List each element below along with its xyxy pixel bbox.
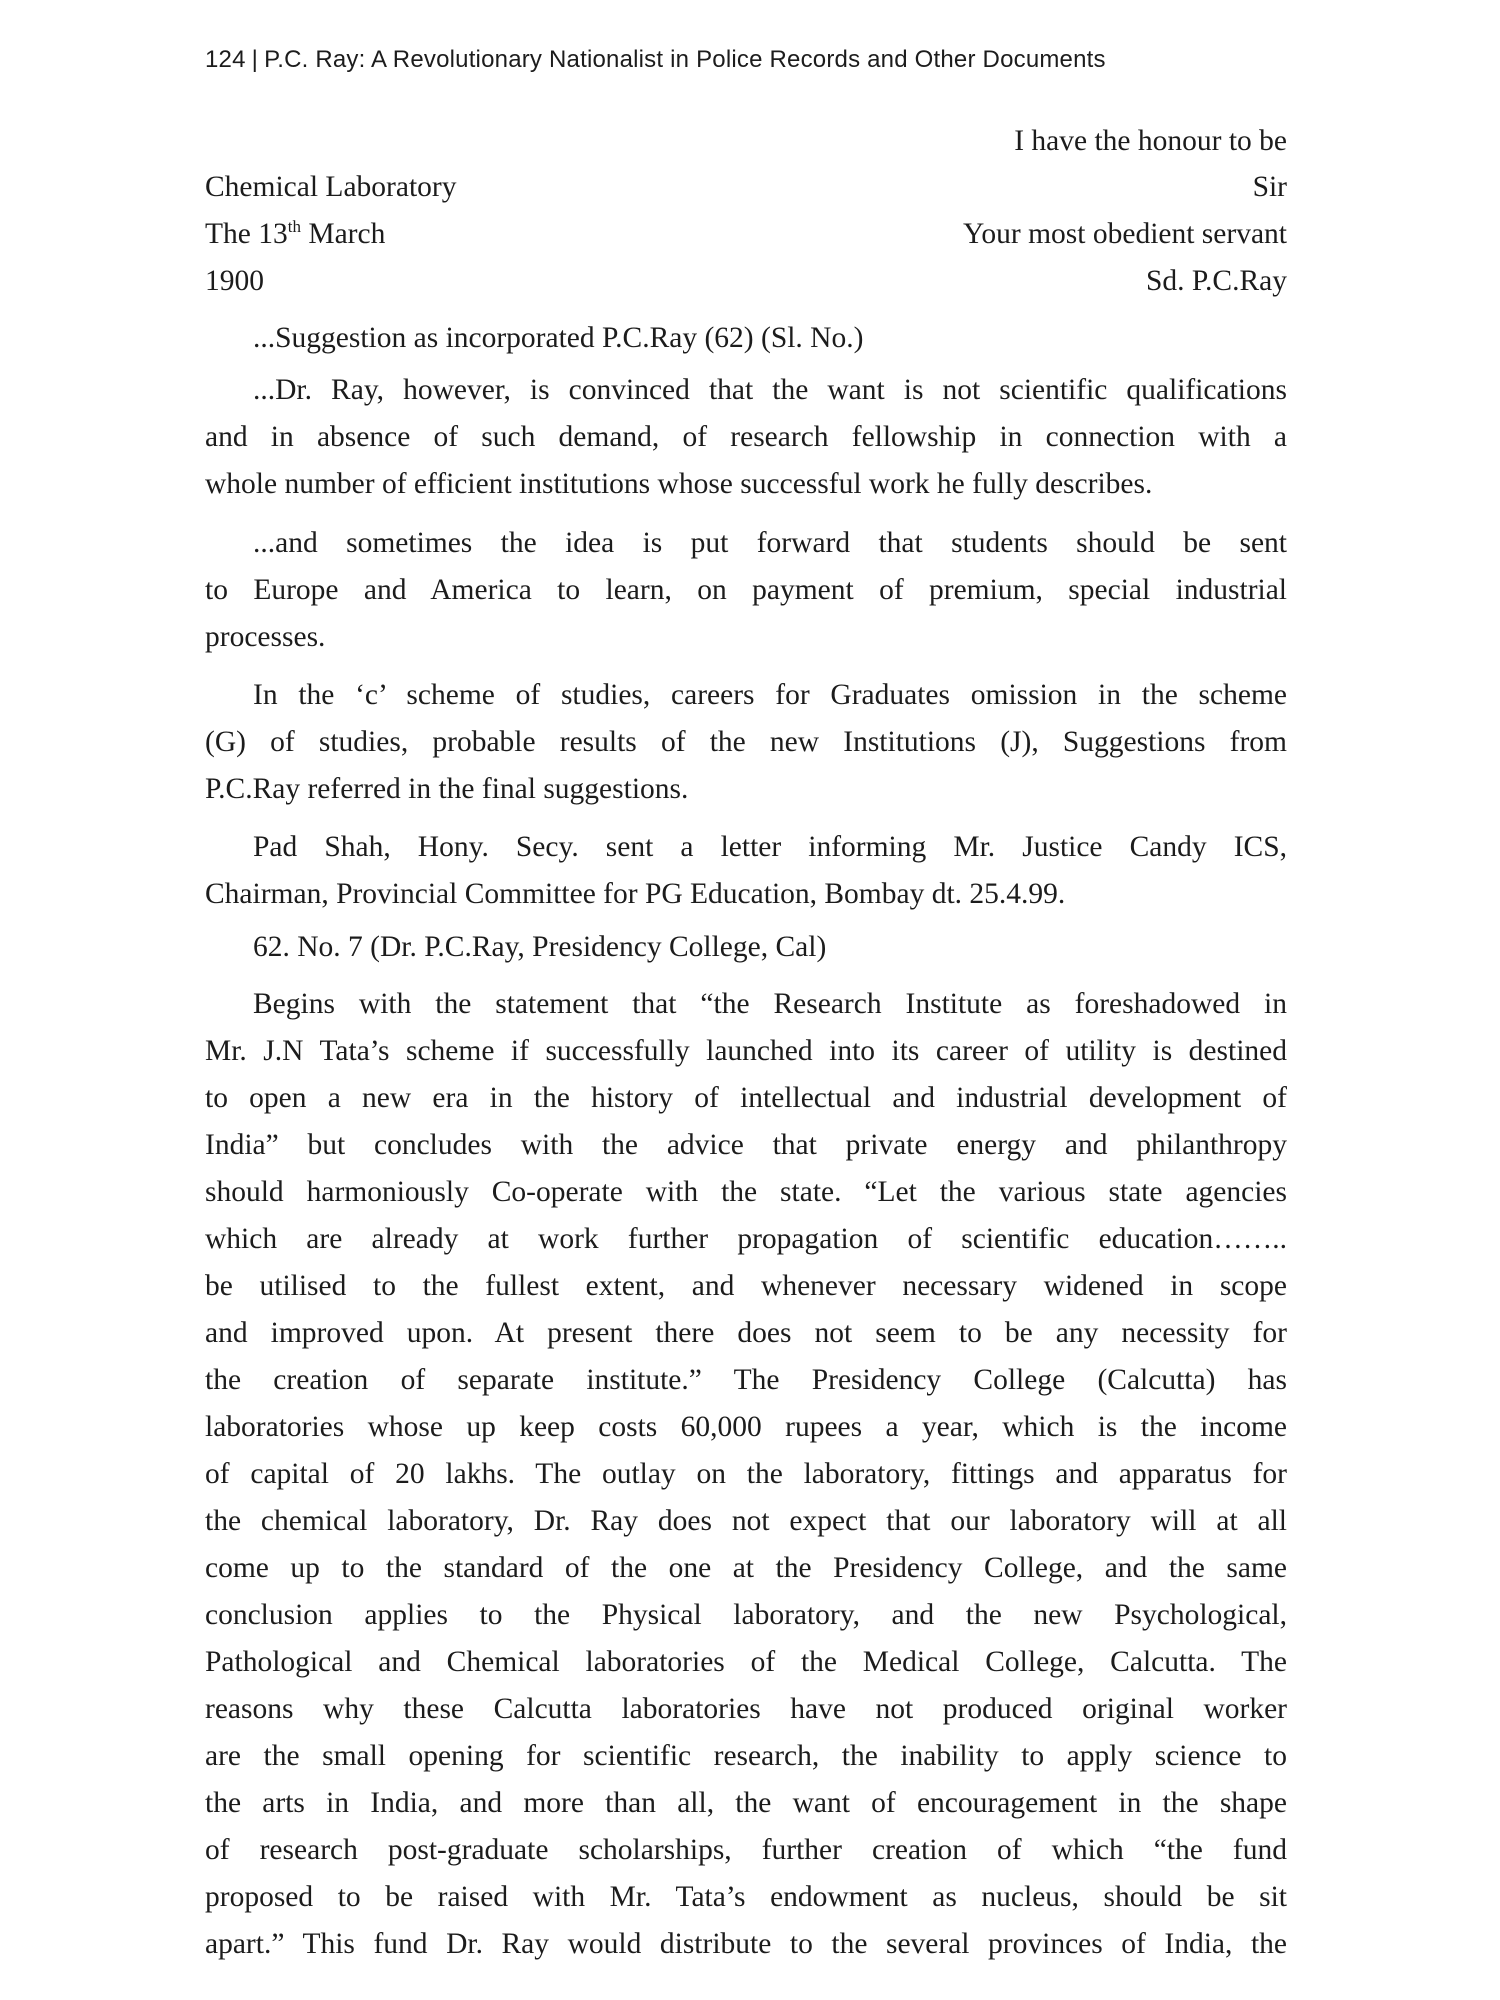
body-line: laboratories whose up keep costs 60,000 rupees a year, which is the income (205, 1411, 1287, 1443)
body-line: conclusion applies to the Physical laboratory, and the new Psychological, (205, 1599, 1287, 1631)
body-line: (G) of studies, probable results of the new Institutions (J), Suggestions from (205, 726, 1287, 758)
closing-honour: I have the honour to be (1014, 125, 1287, 157)
letter-date: The 13th March (205, 217, 386, 250)
body-line: Pad Shah, Hony. Secy. sent a letter informing Mr. Justice Candy ICS, (253, 831, 1287, 863)
closing-sir: Sir (1252, 171, 1287, 203)
body-line: to open a new era in the history of intellectual and industrial development of (205, 1082, 1287, 1114)
body-line: India” but concludes with the advice that private energy and philanthropy (205, 1129, 1287, 1161)
body-line: should harmoniously Co-operate with the state. “Let the various state agencies (205, 1176, 1287, 1208)
body-line: and improved upon. At present there does not seem to be any necessity for (205, 1317, 1287, 1349)
body-line: are the small opening for scientific research, the inability to apply science to (205, 1740, 1287, 1772)
body-line: come up to the standard of the one at the Presidency College, and the same (205, 1552, 1287, 1584)
body-line: the creation of separate institute.” The Presidency College (Calcutta) has (205, 1364, 1287, 1396)
body-line: proposed to be raised with Mr. Tata’s endowment as nucleus, should be sit (205, 1881, 1287, 1913)
body-line: ...and sometimes the idea is put forward that students should be sent (253, 527, 1287, 559)
body-line: which are already at work further propagation of scientific education…….. (205, 1223, 1287, 1255)
letter-year: 1900 (205, 265, 264, 297)
book-title: P.C. Ray: A Revolutionary Nationalist in Police Records and Other Documents (264, 46, 1106, 73)
body-line: the arts in India, and more than all, the want of encouragement in the shape (205, 1787, 1287, 1819)
letter-place: Chemical Laboratory (205, 171, 457, 203)
body-line: be utilised to the fullest extent, and whenever necessary widened in scope (205, 1270, 1287, 1302)
running-header (205, 46, 1305, 74)
body-line: P.C.Ray referred in the final suggestions. (205, 773, 689, 805)
body-line: 62. No. 7 (Dr. P.C.Ray, Presidency College, Cal) (253, 931, 827, 963)
body-line: Chairman, Provincial Committee for PG Education, Bombay dt. 25.4.99. (205, 878, 1066, 910)
body-line: ...Suggestion as incorporated P.C.Ray (62) (Sl. No.) (253, 322, 864, 354)
body-line: reasons why these Calcutta laboratories have not produced original worker (205, 1693, 1287, 1725)
body-line: the chemical laboratory, Dr. Ray does not expect that our laboratory will at all (205, 1505, 1287, 1537)
body-line: whole number of efficient institutions whose successful work he fully describes. (205, 468, 1153, 500)
body-line: In the ‘c’ scheme of studies, careers for Graduates omission in the scheme (253, 679, 1287, 711)
body-line: of capital of 20 lakhs. The outlay on the laboratory, fittings and apparatus for (205, 1458, 1287, 1490)
page-number: 124 (205, 46, 246, 73)
body-line: and in absence of such demand, of research fellowship in connection with a (205, 421, 1287, 453)
signature: Sd. P.C.Ray (1146, 265, 1287, 297)
body-line: to Europe and America to learn, on payment of premium, special industrial (205, 574, 1287, 606)
closing-servant: Your most obedient servant (963, 218, 1287, 250)
body-line: Pathological and Chemical laboratories of the Medical College, Calcutta. The (205, 1646, 1287, 1678)
body-line: ...Dr. Ray, however, is convinced that the want is not scientific qualifications (253, 374, 1287, 406)
body-line: Begins with the statement that “the Research Institute as foreshadowed in (253, 988, 1287, 1020)
body-line: of research post-graduate scholarships, further creation of which “the fund (205, 1834, 1287, 1866)
body-line: processes. (205, 621, 326, 653)
body-line: apart.” This fund Dr. Ray would distribute to the several provinces of India, the (205, 1928, 1287, 1960)
body-line: Mr. J.N Tata’s scheme if successfully launched into its career of utility is destined (205, 1035, 1287, 1067)
header-separator: | (251, 46, 259, 73)
